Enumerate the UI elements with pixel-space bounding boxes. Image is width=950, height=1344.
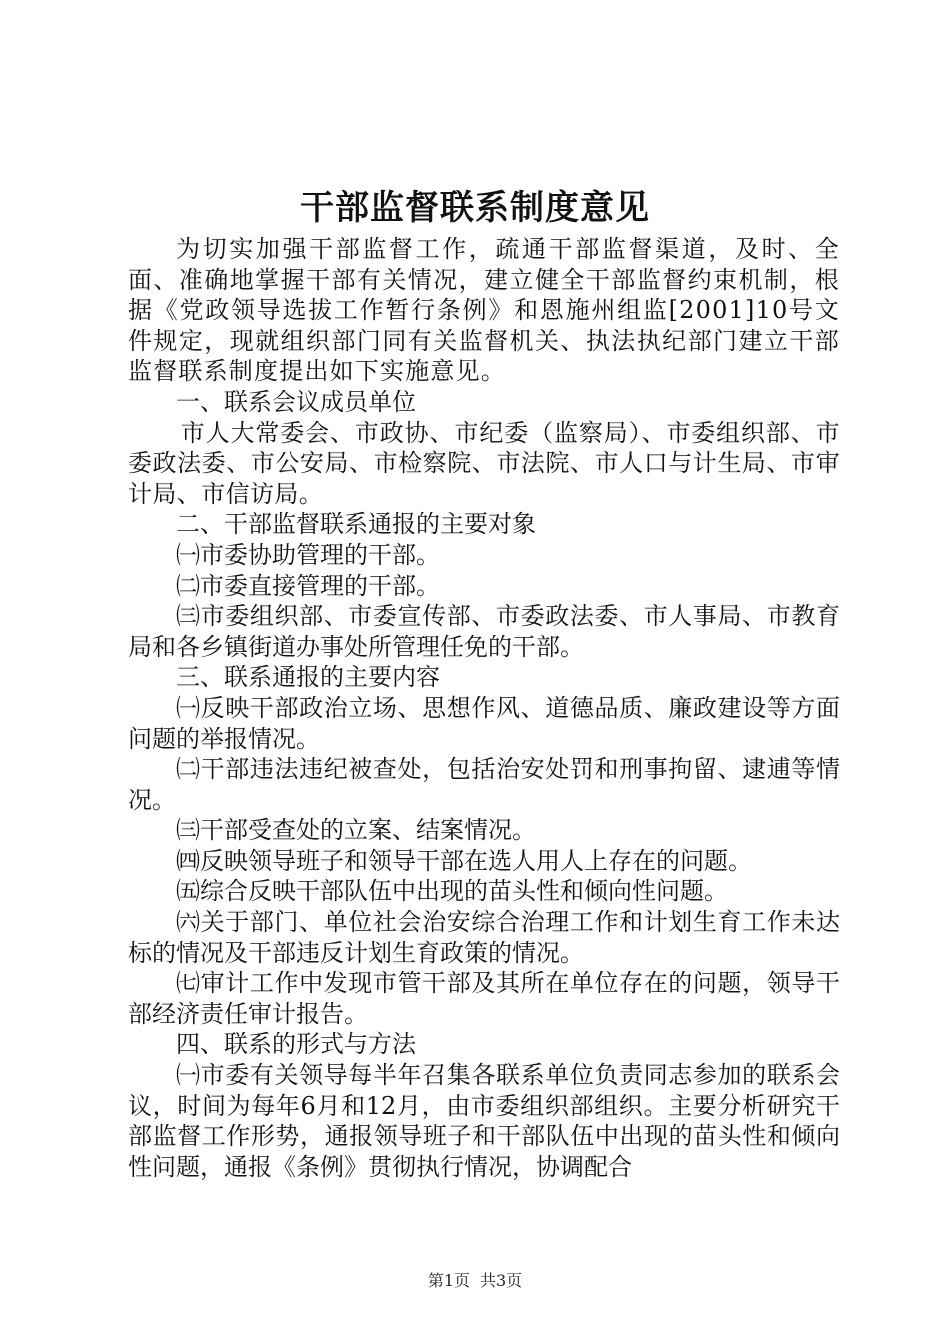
list-item: ㈡市委直接管理的干部。	[176, 571, 440, 600]
page-number: 第1页	[427, 1271, 470, 1290]
list-item: ㈢干部受查处的立案、结案情况。	[176, 816, 536, 845]
section-heading-3: 三、联系通报的主要内容	[176, 663, 440, 692]
page-total: 共3页	[480, 1271, 523, 1290]
list-item: ㈠市委有关领导每半年召集各联系单位负责同志参加的联系会议，时间为每年6月和12月，由市委组织部组织。主要分析研究干部监督工作形势，通报领导班子和干部队伍中出现的苗头性和倾向性问题，通报《条例》贯彻执行情况，协调配合	[128, 1061, 840, 1181]
member-units-paragraph: 市人大常委会、市政协、市纪委（监察局）、市委组织部、市委政法委、市公安局、市检察院、市法院、市人口与计生局、市审计局、市信访局。	[128, 418, 840, 508]
list-item: ㈣反映领导班子和领导干部在选人用人上存在的问题。	[176, 846, 752, 875]
list-item: ㈡干部违法违纪被查处，包括治安处罚和刑事拘留、逮逋等情况。	[128, 755, 840, 814]
list-item: ㈤综合反映干部队伍中出现的苗头性和倾向性问题。	[176, 877, 728, 906]
list-item: ㈠市委协助管理的干部。	[176, 540, 440, 569]
section-heading-2: 二、干部监督联系通报的主要对象	[176, 510, 536, 539]
page-footer	[0, 1270, 950, 1292]
document-body	[128, 234, 840, 1182]
list-item: ㈠反映干部政治立场、思想作风、道德品质、廉政建设等方面问题的举报情况。	[128, 693, 840, 753]
section-heading-1: 一、联系会议成员单位	[176, 387, 416, 416]
intro-paragraph: 为切实加强干部监督工作，疏通干部监督渠道，及时、全面、准确地掌握干部有关情况，建立健全干部监督约束机制，根据《党政领导选拔工作暂行条例》和恩施州组监[2001]10号文件规定，现就组织部门同有关监督机关、执法执纪部门建立干部监督联系制度提出如下实施意见。	[128, 235, 840, 386]
page-title: 干部监督联系制度意见	[300, 188, 650, 228]
list-item: ㈢市委组织部、市委宣传部、市委政法委、市人事局、市教育局和各乡镇街道办事处所管理任免的干部。	[128, 602, 840, 661]
list-item: ㈦审计工作中发现市管干部及其所在单位存在的问题，领导干部经济责任审计报告。	[128, 969, 840, 1028]
list-item: ㈥关于部门、单位社会治安综合治理工作和计划生育工作未达标的情况及干部违反计划生育政策的情况。	[128, 908, 840, 967]
section-heading-4: 四、联系的形式与方法	[176, 1030, 416, 1059]
